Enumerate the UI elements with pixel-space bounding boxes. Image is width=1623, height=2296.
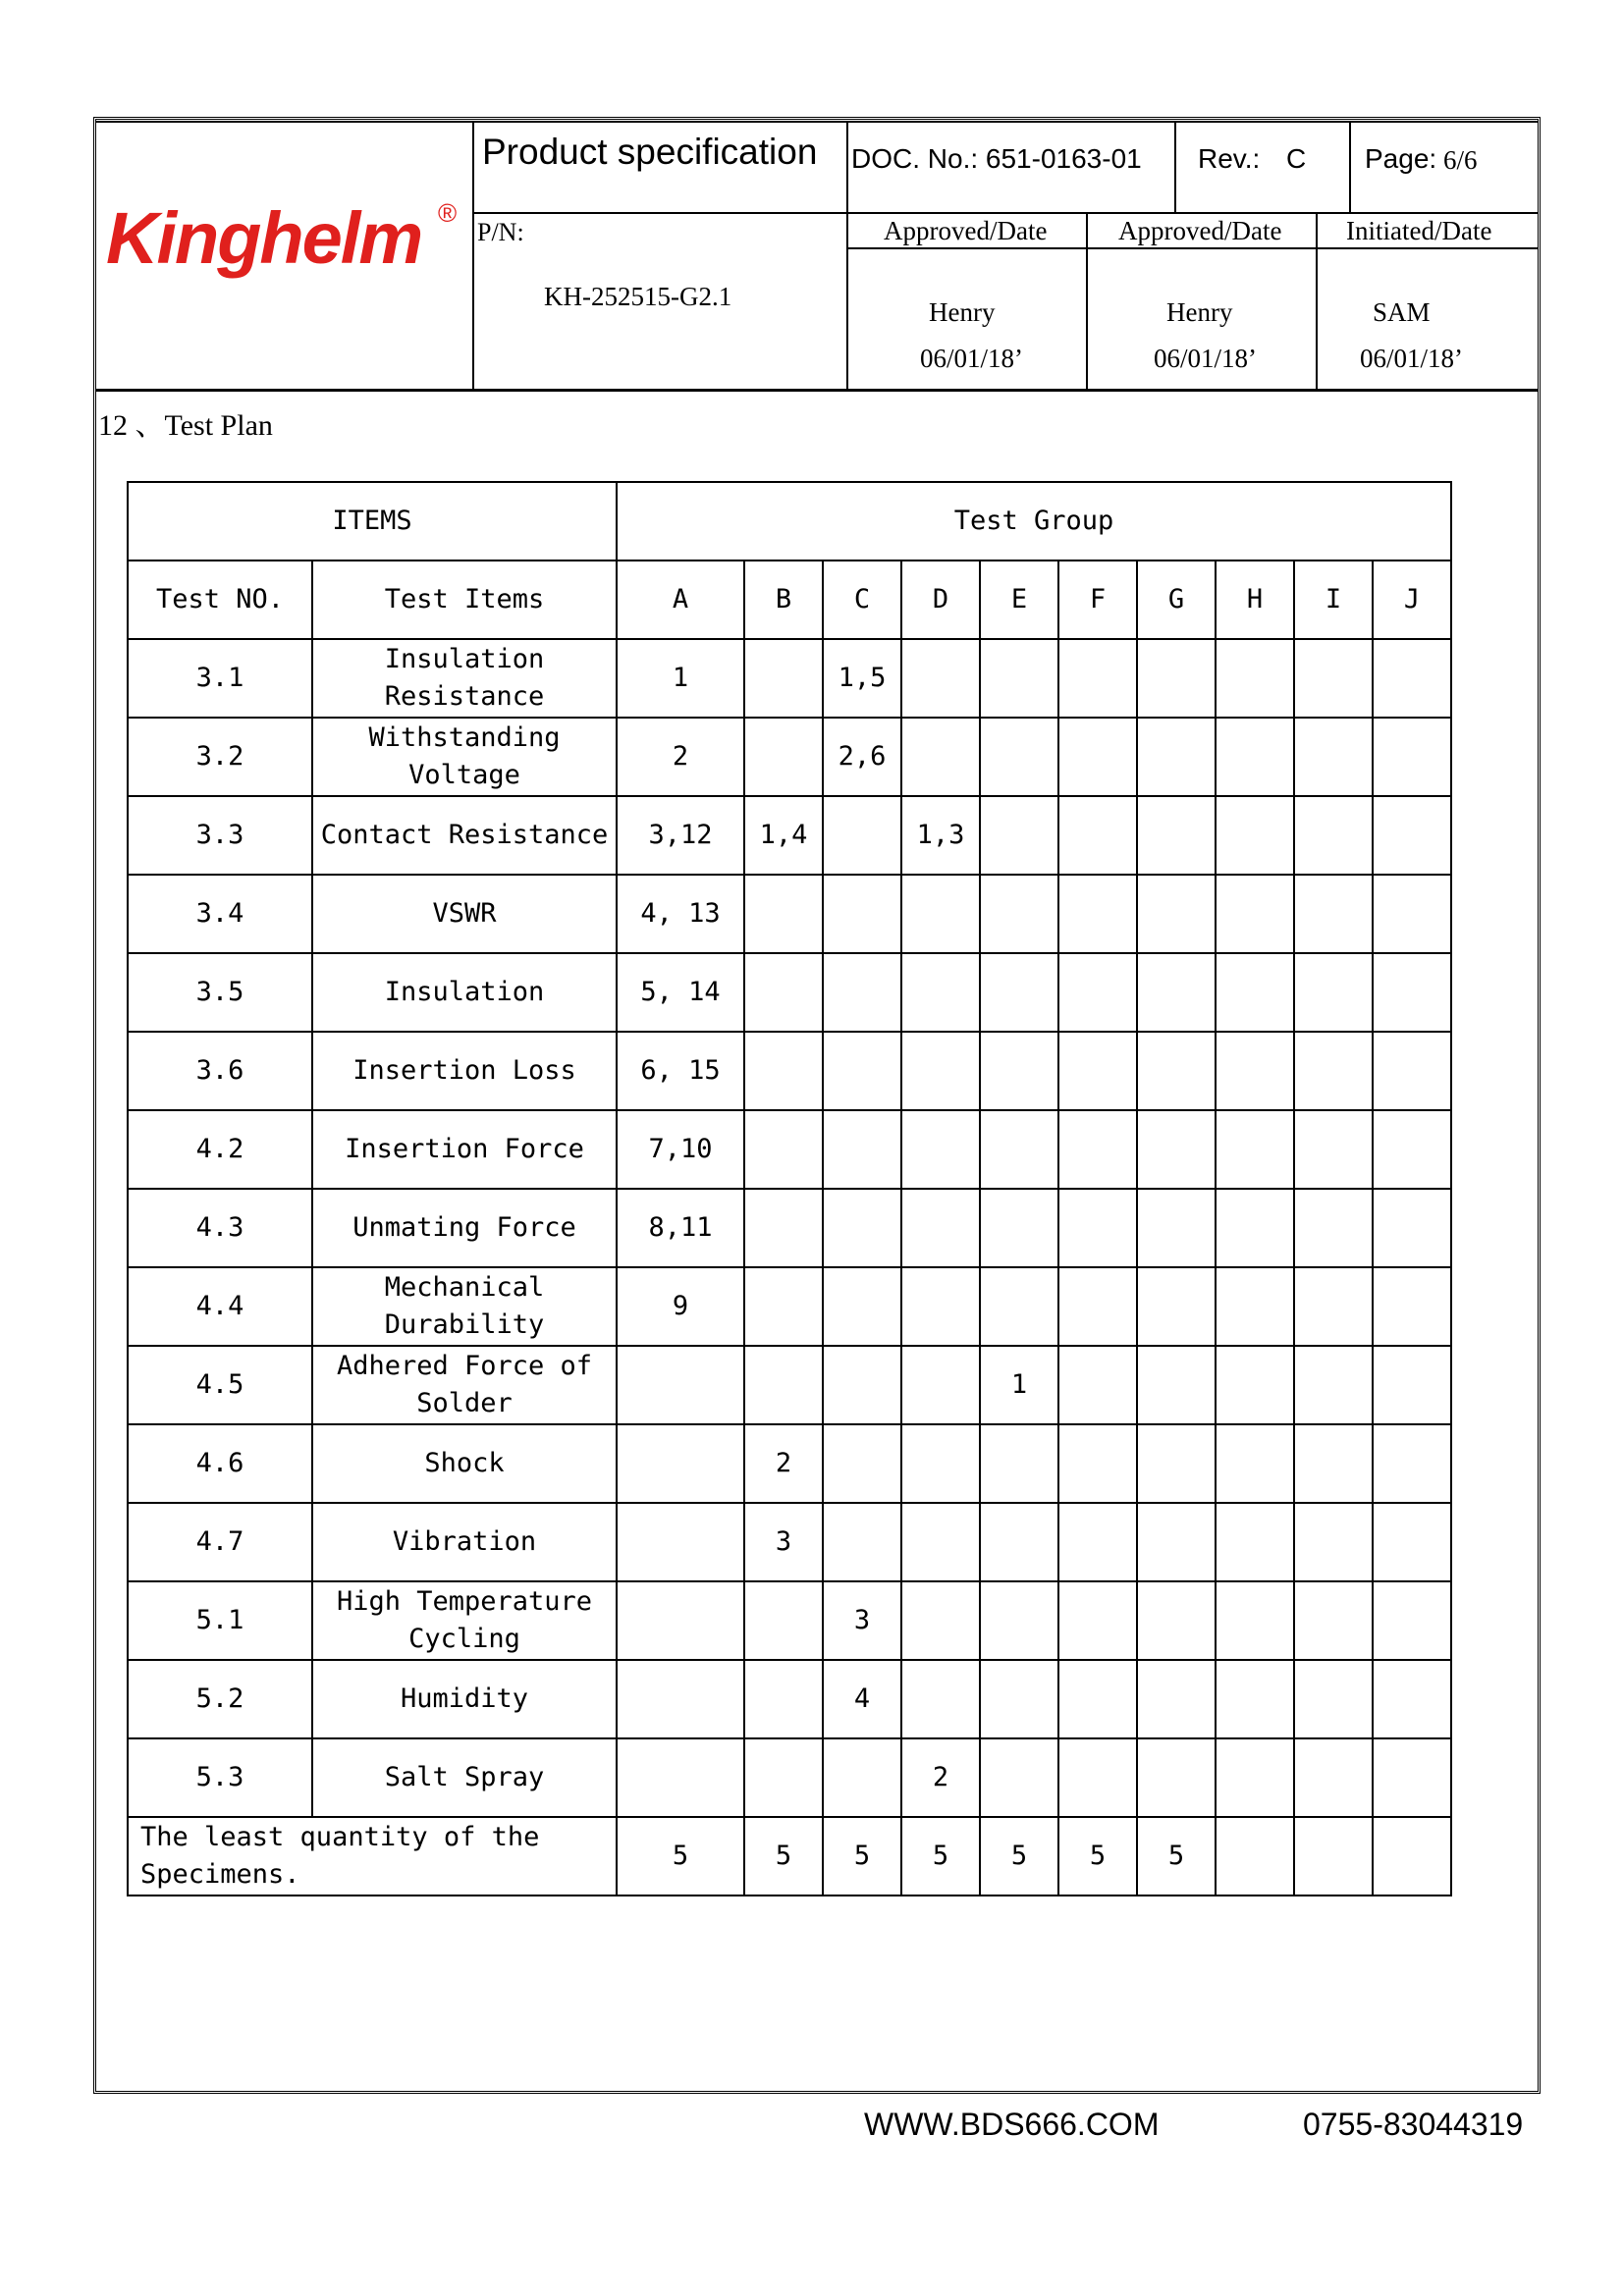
group-cell-j: [1373, 1503, 1451, 1581]
group-cell-e: 1: [980, 1346, 1058, 1424]
table-row: [128, 1503, 1451, 1581]
group-cell-e: [980, 875, 1058, 953]
group-cell-j: [1373, 1267, 1451, 1346]
group-cell-h: [1216, 1503, 1294, 1581]
group-cell-a: 1: [617, 639, 744, 718]
test-no-cell: 3.3: [128, 796, 312, 875]
group-cell-e: [980, 1424, 1058, 1503]
test-item-line: Contact Resistance: [320, 820, 609, 850]
table-row: [128, 796, 1451, 875]
group-cell-i: [1294, 1581, 1373, 1660]
test-item-line: High Temperature: [336, 1586, 593, 1617]
group-cell-i: [1294, 1346, 1373, 1424]
group-cell-f: [1058, 1503, 1137, 1581]
page-value: 6/6: [1443, 145, 1478, 175]
group-cell-h: [1216, 1267, 1294, 1346]
group-cell-c: [823, 1189, 901, 1267]
test-item-line: Voltage: [408, 760, 520, 790]
test-item-line: Insertion Loss: [352, 1055, 576, 1086]
test-no-cell: 4.3: [128, 1189, 312, 1267]
group-cell-a: 3,12: [617, 796, 744, 875]
least-quantity-h: [1216, 1817, 1294, 1896]
group-cell-h: [1216, 953, 1294, 1032]
group-cell-c: [823, 1110, 901, 1189]
test-item-line: VSWR: [432, 898, 497, 929]
table-row: [128, 953, 1451, 1032]
header-top-line: [96, 121, 1538, 123]
test-item-cell: [312, 1581, 617, 1660]
group-cell-h: [1216, 1424, 1294, 1503]
group-cell-c: [823, 1424, 901, 1503]
group-cell-h: [1216, 1346, 1294, 1424]
group-cell-a: 9: [617, 1267, 744, 1346]
group-cell-i: [1294, 718, 1373, 796]
least-quantity-a: 5: [617, 1817, 744, 1896]
test-item-cell: [312, 875, 617, 953]
group-cell-i: [1294, 1660, 1373, 1738]
test-no-cell: 5.2: [128, 1660, 312, 1738]
initiated-date: 06/01/18’: [1360, 344, 1463, 373]
group-cell-a: 8,11: [617, 1189, 744, 1267]
approver-name-2: Henry: [1166, 297, 1233, 327]
table-row: [128, 875, 1451, 953]
test-item-line: Insertion Force: [345, 1134, 584, 1164]
test-no-header: Test NO.: [128, 561, 312, 639]
least-quantity-label: [128, 1817, 617, 1896]
group-cell-c: 4: [823, 1660, 901, 1738]
group-cell-i: [1294, 1110, 1373, 1189]
test-no-cell: 5.3: [128, 1738, 312, 1817]
least-quantity-label-line: Specimens.: [140, 1859, 300, 1890]
group-header-h: H: [1216, 561, 1294, 639]
footer-url: WWW.BDS666.COM: [864, 2107, 1160, 2142]
rev-label: Rev.:: [1198, 143, 1261, 174]
group-cell-d: [901, 953, 980, 1032]
least-quantity-e: 5: [980, 1817, 1058, 1896]
group-cell-b: [744, 639, 823, 718]
group-cell-c: [823, 953, 901, 1032]
group-cell-j: [1373, 1110, 1451, 1189]
group-cell-a: 2: [617, 718, 744, 796]
table-row: [128, 639, 1451, 718]
test-item-cell: [312, 1110, 617, 1189]
table-row: [128, 1346, 1451, 1424]
group-cell-d: 2: [901, 1738, 980, 1817]
group-cell-a: [617, 1738, 744, 1817]
least-quantity-g: 5: [1137, 1817, 1216, 1896]
least-quantity-i: [1294, 1817, 1373, 1896]
group-cell-b: [744, 1346, 823, 1424]
group-cell-e: [980, 718, 1058, 796]
group-header-c: C: [823, 561, 901, 639]
group-cell-f: [1058, 1660, 1137, 1738]
group-cell-c: 3: [823, 1581, 901, 1660]
test-item-cell: [312, 718, 617, 796]
doc-number: DOC. No.: 651-0163-01: [851, 143, 1142, 174]
group-cell-a: 5, 14: [617, 953, 744, 1032]
group-cell-g: [1137, 1346, 1216, 1424]
group-cell-c: 2,6: [823, 718, 901, 796]
group-cell-b: [744, 953, 823, 1032]
group-cell-e: [980, 1581, 1058, 1660]
group-cell-e: [980, 639, 1058, 718]
group-cell-f: [1058, 1189, 1137, 1267]
group-cell-j: [1373, 875, 1451, 953]
group-cell-b: [744, 1738, 823, 1817]
test-item-line: Unmating Force: [352, 1212, 576, 1243]
test-no-cell: 4.7: [128, 1503, 312, 1581]
group-cell-d: [901, 875, 980, 953]
table-row: [128, 1032, 1451, 1110]
group-cell-e: [980, 953, 1058, 1032]
table-header-row: [128, 482, 1451, 561]
test-item-cell: [312, 1660, 617, 1738]
approval-date-1: 06/01/18’: [920, 344, 1023, 373]
group-cell-j: [1373, 718, 1451, 796]
least-quantity-j: [1373, 1817, 1451, 1896]
table-column-header-row: [128, 561, 1451, 639]
group-cell-d: [901, 1581, 980, 1660]
test-item-line: Adhered Force of: [336, 1351, 593, 1381]
header-divider-approval1: [1086, 212, 1088, 391]
approval-date-2: 06/01/18’: [1154, 344, 1257, 373]
header-divider-spec: [846, 121, 848, 391]
group-header-j: J: [1373, 561, 1451, 639]
group-cell-j: [1373, 1189, 1451, 1267]
group-cell-h: [1216, 1110, 1294, 1189]
group-cell-h: [1216, 875, 1294, 953]
group-cell-f: [1058, 1346, 1137, 1424]
test-item-line: Durability: [384, 1309, 545, 1340]
group-cell-d: [901, 639, 980, 718]
group-cell-f: [1058, 1032, 1137, 1110]
group-cell-c: [823, 796, 901, 875]
initiator-name: SAM: [1373, 297, 1431, 327]
table-row: [128, 1738, 1451, 1817]
group-cell-g: [1137, 1581, 1216, 1660]
group-cell-f: [1058, 1581, 1137, 1660]
test-no-cell: 4.4: [128, 1267, 312, 1346]
group-cell-f: [1058, 1424, 1137, 1503]
group-cell-g: [1137, 796, 1216, 875]
test-no-cell: 3.6: [128, 1032, 312, 1110]
test-item-cell: [312, 1032, 617, 1110]
group-cell-a: [617, 1424, 744, 1503]
group-cell-b: 2: [744, 1424, 823, 1503]
group-cell-g: [1137, 639, 1216, 718]
group-cell-i: [1294, 1032, 1373, 1110]
group-cell-a: [617, 1581, 744, 1660]
group-cell-j: [1373, 796, 1451, 875]
group-header-e: E: [980, 561, 1058, 639]
test-no-cell: 4.5: [128, 1346, 312, 1424]
group-cell-b: [744, 1032, 823, 1110]
group-cell-i: [1294, 1424, 1373, 1503]
group-cell-h: [1216, 718, 1294, 796]
group-cell-f: [1058, 718, 1137, 796]
group-cell-g: [1137, 953, 1216, 1032]
group-cell-h: [1216, 1189, 1294, 1267]
pn-label: P/N:: [477, 218, 524, 246]
group-cell-a: 6, 15: [617, 1032, 744, 1110]
group-cell-j: [1373, 1032, 1451, 1110]
group-cell-g: [1137, 718, 1216, 796]
group-cell-f: [1058, 1267, 1137, 1346]
group-cell-f: [1058, 953, 1137, 1032]
group-cell-c: [823, 1032, 901, 1110]
group-cell-e: [980, 1738, 1058, 1817]
logo-wordmark: Kinghelm: [106, 197, 422, 279]
group-cell-i: [1294, 1503, 1373, 1581]
test-items-header: Test Items: [312, 561, 617, 639]
group-cell-d: [901, 1032, 980, 1110]
group-cell-g: [1137, 1660, 1216, 1738]
group-header-i: I: [1294, 561, 1373, 639]
group-cell-d: [901, 1267, 980, 1346]
test-item-cell: [312, 953, 617, 1032]
test-item-line: Withstanding: [368, 722, 561, 753]
group-cell-g: [1137, 1032, 1216, 1110]
group-cell-c: [823, 875, 901, 953]
group-cell-a: [617, 1660, 744, 1738]
group-cell-c: [823, 1346, 901, 1424]
test-item-cell: [312, 1189, 617, 1267]
group-cell-a: [617, 1346, 744, 1424]
test-group-header: Test Group: [617, 482, 1451, 561]
group-cell-j: [1373, 1738, 1451, 1817]
group-cell-i: [1294, 953, 1373, 1032]
group-cell-e: [980, 1267, 1058, 1346]
group-cell-j: [1373, 1346, 1451, 1424]
group-header-f: F: [1058, 561, 1137, 639]
group-cell-c: 1,5: [823, 639, 901, 718]
table-row: [128, 1110, 1451, 1189]
group-cell-i: [1294, 1189, 1373, 1267]
least-quantity-b: 5: [744, 1817, 823, 1896]
page-label: Page:: [1365, 143, 1437, 174]
group-cell-d: [901, 1660, 980, 1738]
test-item-cell: [312, 1346, 617, 1424]
rev-value: C: [1286, 143, 1307, 174]
header-bottom-line: [96, 389, 1538, 392]
group-cell-d: [901, 1110, 980, 1189]
least-quantity-f: 5: [1058, 1817, 1137, 1896]
test-item-line: Cycling: [408, 1624, 520, 1654]
group-cell-d: [901, 1424, 980, 1503]
group-cell-f: [1058, 1110, 1137, 1189]
test-no-cell: 3.5: [128, 953, 312, 1032]
header-divider-approval2: [1316, 212, 1318, 391]
group-cell-c: [823, 1738, 901, 1817]
test-item-cell: [312, 1503, 617, 1581]
test-plan-table: [127, 481, 1452, 1896]
header-divider-rev: [1174, 121, 1176, 214]
group-cell-j: [1373, 953, 1451, 1032]
test-no-cell: 4.6: [128, 1424, 312, 1503]
group-cell-j: [1373, 1424, 1451, 1503]
group-cell-b: [744, 875, 823, 953]
group-cell-e: [980, 1189, 1058, 1267]
group-cell-f: [1058, 639, 1137, 718]
group-cell-d: [901, 1346, 980, 1424]
group-header-a: A: [617, 561, 744, 639]
footer-phone: 0755-83044319: [1303, 2107, 1524, 2142]
group-cell-b: [744, 1110, 823, 1189]
test-item-line: Solder: [416, 1388, 513, 1418]
group-header-b: B: [744, 561, 823, 639]
group-cell-d: [901, 1503, 980, 1581]
group-cell-g: [1137, 1189, 1216, 1267]
approver-name-1: Henry: [929, 297, 996, 327]
least-quantity-d: 5: [901, 1817, 980, 1896]
group-cell-h: [1216, 639, 1294, 718]
group-cell-c: [823, 1503, 901, 1581]
group-cell-b: [744, 718, 823, 796]
test-item-cell: [312, 1738, 617, 1817]
group-header-d: D: [901, 561, 980, 639]
test-item-cell: [312, 639, 617, 718]
group-cell-b: [744, 1660, 823, 1738]
least-quantity-row: [128, 1817, 1451, 1896]
group-cell-i: [1294, 875, 1373, 953]
group-cell-h: [1216, 796, 1294, 875]
items-header: ITEMS: [128, 482, 617, 561]
kinghelm-logo: [106, 196, 460, 294]
group-cell-h: [1216, 1032, 1294, 1110]
table-row: [128, 1267, 1451, 1346]
group-cell-g: [1137, 875, 1216, 953]
test-item-line: Mechanical: [384, 1272, 545, 1303]
group-cell-d: 1,3: [901, 796, 980, 875]
header-row1-bottom: [472, 212, 1538, 214]
approval-heading-2: Approved/Date: [1118, 216, 1282, 245]
product-spec-title: Product specification: [482, 132, 818, 172]
group-cell-g: [1137, 1110, 1216, 1189]
header-divider-page: [1349, 121, 1351, 214]
group-cell-d: [901, 718, 980, 796]
group-cell-g: [1137, 1503, 1216, 1581]
least-quantity-c: 5: [823, 1817, 901, 1896]
group-cell-i: [1294, 1267, 1373, 1346]
header-approval-line: [846, 247, 1538, 249]
group-cell-h: [1216, 1660, 1294, 1738]
group-cell-e: [980, 1660, 1058, 1738]
initiated-heading: Initiated/Date: [1346, 216, 1492, 245]
table-row: [128, 718, 1451, 796]
header-divider-logo: [472, 121, 474, 391]
registered-mark: ®: [438, 198, 458, 228]
test-no-cell: 3.1: [128, 639, 312, 718]
group-cell-i: [1294, 796, 1373, 875]
group-cell-e: [980, 796, 1058, 875]
test-item-line: Insulation: [384, 644, 545, 674]
group-cell-e: [980, 1032, 1058, 1110]
group-cell-f: [1058, 796, 1137, 875]
group-cell-b: 3: [744, 1503, 823, 1581]
group-cell-j: [1373, 639, 1451, 718]
table-row: [128, 1660, 1451, 1738]
group-cell-h: [1216, 1738, 1294, 1817]
pn-value: KH-252515-G2.1: [544, 282, 732, 311]
test-item-line: Vibration: [392, 1526, 537, 1557]
group-cell-a: [617, 1503, 744, 1581]
test-no-cell: 5.1: [128, 1581, 312, 1660]
group-header-g: G: [1137, 561, 1216, 639]
group-cell-f: [1058, 1738, 1137, 1817]
section-title: 12 、Test Plan: [98, 409, 273, 442]
table-row: [128, 1581, 1451, 1660]
group-cell-h: [1216, 1581, 1294, 1660]
group-cell-j: [1373, 1660, 1451, 1738]
test-no-cell: 3.4: [128, 875, 312, 953]
group-cell-e: [980, 1110, 1058, 1189]
test-item-line: Resistance: [384, 681, 545, 712]
group-cell-g: [1137, 1738, 1216, 1817]
group-cell-b: 1,4: [744, 796, 823, 875]
group-cell-e: [980, 1503, 1058, 1581]
group-cell-c: [823, 1267, 901, 1346]
approval-heading-1: Approved/Date: [884, 216, 1048, 245]
test-item-line: Shock: [424, 1448, 505, 1478]
test-item-line: Salt Spray: [384, 1762, 545, 1792]
table-row: [128, 1424, 1451, 1503]
group-cell-d: [901, 1189, 980, 1267]
test-item-line: Humidity: [400, 1683, 529, 1714]
test-item-cell: [312, 1267, 617, 1346]
group-cell-a: 7,10: [617, 1110, 744, 1189]
group-cell-i: [1294, 639, 1373, 718]
group-cell-f: [1058, 875, 1137, 953]
group-cell-b: [744, 1189, 823, 1267]
group-cell-i: [1294, 1738, 1373, 1817]
group-cell-j: [1373, 1581, 1451, 1660]
test-item-line: Insulation: [384, 977, 545, 1007]
table-row: [128, 1189, 1451, 1267]
group-cell-g: [1137, 1424, 1216, 1503]
test-no-cell: 4.2: [128, 1110, 312, 1189]
group-cell-b: [744, 1267, 823, 1346]
test-no-cell: 3.2: [128, 718, 312, 796]
group-cell-a: 4, 13: [617, 875, 744, 953]
group-cell-b: [744, 1581, 823, 1660]
test-item-cell: [312, 796, 617, 875]
least-quantity-label-line: The least quantity of the: [140, 1822, 540, 1852]
group-cell-g: [1137, 1267, 1216, 1346]
test-item-cell: [312, 1424, 617, 1503]
